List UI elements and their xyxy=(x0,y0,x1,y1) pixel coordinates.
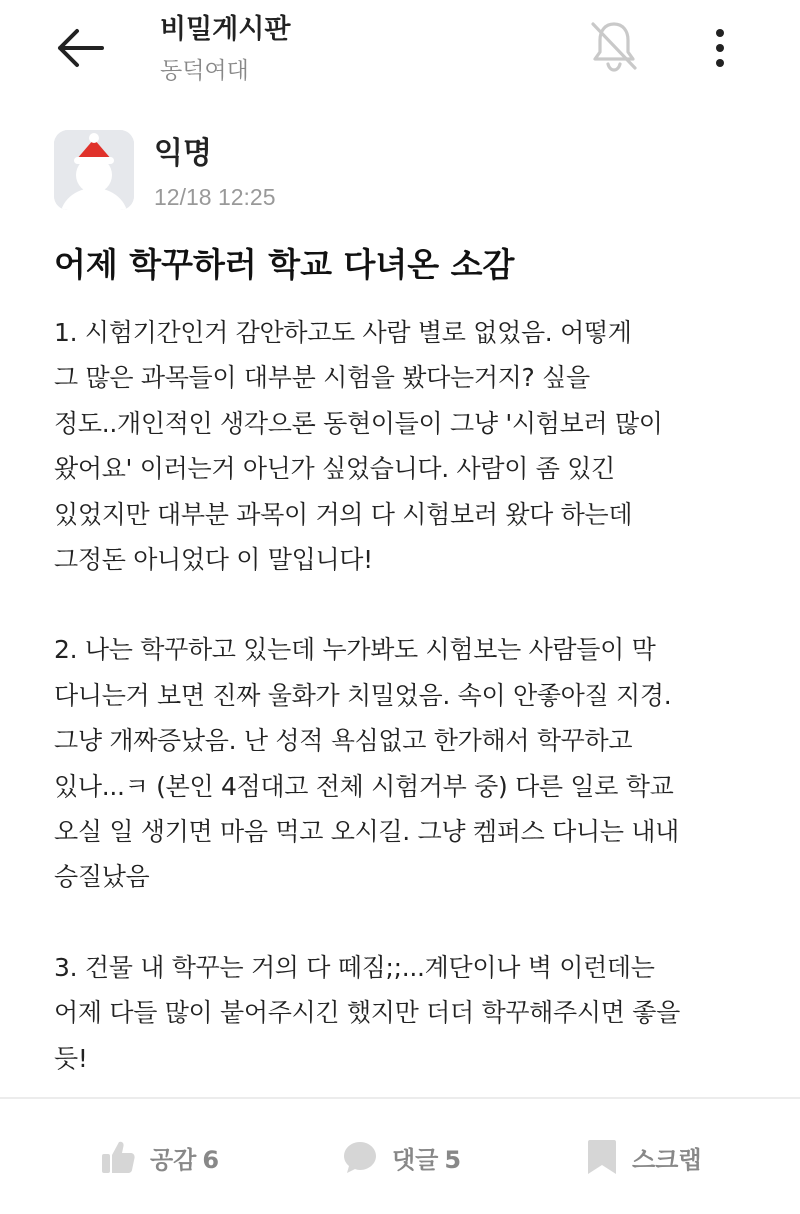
post-line: 정도..개인적인 생각으론 동현이들이 그냥 '시험보러 많이 xyxy=(54,408,663,438)
post-line: 듯! xyxy=(54,1043,88,1073)
post-line: 그냥 개짜증났음. 난 성적 욕심없고 한가해서 학꾸하고 xyxy=(54,726,633,756)
post-title: 어제 학꾸하러 학교 다녀온 소감 xyxy=(54,245,515,284)
post-body xyxy=(54,310,774,1126)
board-title: 비밀게시판 xyxy=(160,14,291,45)
back-arrow-icon xyxy=(55,28,105,68)
post-action-bar xyxy=(0,1099,800,1214)
post-line: 오실 일 생기면 마음 먹고 오시길. 그냥 켐퍼스 다니는 내내 xyxy=(54,817,680,847)
comment-label: 댓글 xyxy=(392,1145,439,1174)
more-vertical-icon xyxy=(714,28,726,68)
post-line: 그정돈 아니었다 이 말입니다! xyxy=(54,545,373,575)
author-name: 익명 xyxy=(154,136,212,171)
back-button[interactable] xyxy=(48,22,112,74)
post-line: 3. 건물 내 학꾸는 거의 다 떼짐;;...계단이나 벽 이런데는 xyxy=(54,952,655,982)
post-line: 있나...ㅋ (본인 4점대고 전체 시험거부 중) 다른 일로 학교 xyxy=(54,771,674,801)
post-line: 있었지만 대부분 과목이 거의 다 시험보러 왔다 하는데 xyxy=(54,499,633,529)
comment-button[interactable] xyxy=(342,1135,461,1179)
thumbs-up-icon xyxy=(100,1139,136,1175)
speech-bubble-icon xyxy=(342,1139,378,1175)
scrap-button[interactable] xyxy=(586,1135,702,1179)
top-app-bar xyxy=(0,0,800,110)
post-line: 다니는거 보면 진짜 울화가 치밀었음. 속이 안좋아질 지경. xyxy=(54,680,672,710)
more-options-button[interactable] xyxy=(700,22,740,74)
post-line: 승질났음 xyxy=(54,862,150,892)
post-paragraph xyxy=(54,627,774,899)
bell-off-icon xyxy=(589,20,639,72)
post-line: 그 많은 과목들이 대부분 시험을 봤다는거지? 싶을 xyxy=(54,363,590,393)
like-button[interactable] xyxy=(100,1135,219,1179)
post-paragraph xyxy=(54,310,774,582)
santa-hat-avatar-icon xyxy=(54,130,134,210)
like-label: 공감 xyxy=(150,1145,197,1174)
board-subtitle: 동덕여대 xyxy=(160,58,249,84)
bookmark-icon xyxy=(586,1138,618,1176)
post-line: 1. 시험기간인거 감안하고도 사람 별로 없었음. 어떻게 xyxy=(54,318,632,347)
scrap-label: 스크랩 xyxy=(632,1145,702,1174)
like-count: 6 xyxy=(202,1145,220,1174)
post-timestamp: 12/18 12:25 xyxy=(154,184,276,210)
post-paragraph xyxy=(54,945,774,1081)
avatar xyxy=(54,130,134,210)
post-author xyxy=(54,130,654,215)
comment-count: 5 xyxy=(444,1145,462,1174)
notification-toggle-button[interactable] xyxy=(586,18,642,74)
post-line: 어제 다들 많이 붙어주시긴 했지만 더더 학꾸해주시면 좋을 xyxy=(54,998,680,1028)
post-line: 왔어요' 이러는거 아닌가 싶었습니다. 사람이 좀 있긴 xyxy=(54,454,615,484)
post-line: 2. 나는 학꾸하고 있는데 누가봐도 시험보는 사람들이 막 xyxy=(54,635,656,665)
